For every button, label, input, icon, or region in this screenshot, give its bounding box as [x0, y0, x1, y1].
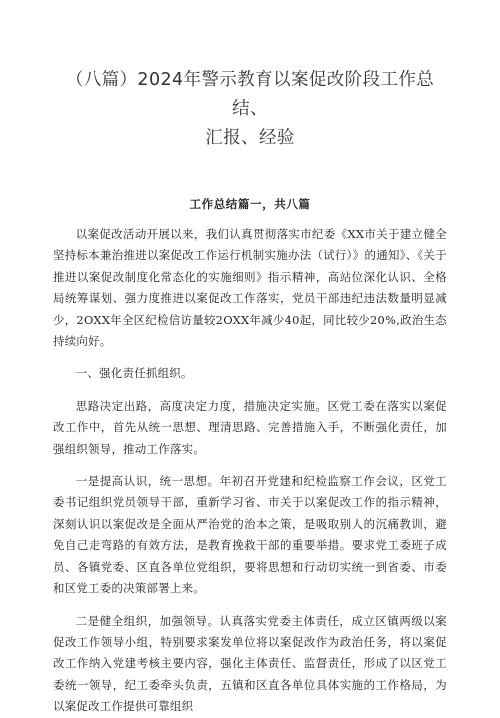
title-line-1: （八篇）2024年警示教育以案促改阶段工作总结、 — [65, 70, 435, 119]
document-title — [53, 0, 447, 153]
paragraph-2: 思路决定出路，高度决定力度，措施决定实施。区党工委在落实以案促改工作中，首先从统一思想、理清思路、完善措施入手，不断强化责任，加强组织领导，推动工作落实。 — [53, 398, 447, 456]
paragraph-3: 一是提高认识，统一思想。年初召开党建和纪检监察工作会议，区党工委书记组织党员领导干部，重新学习省、市关于以案促改工作的指示精神，深刻认识以案促改是全面从严治党的治本之策，是吸取别人的沉痛教训，避免自己走弯路的有效方法，是教育挽救干部的重要举措。要求党工委班子成员、各镇党委、区直各单位党组织，要将思想和行动切实统一到省委、市委和区党工委的决策部署上来。 — [53, 474, 447, 596]
paragraph-intro: 以案促改活动开展以来，我们认真贯彻落实市纪委《XX市关于建立健全坚持标本兼治推进以案促改工作运行机制实施办法（试行）》的通知》、《关于推进以案促改制度化常态化的实施细则》指示精神，高站位深化认识、全格局统筹谋划、强力度推进以案促改工作落实，党员干部违纪违法数量明显减少，2OXX年全区纪检信访量较2OXX年减少40起，同比较少20%,政治生态持续向好。 — [53, 227, 447, 349]
title-line-2: 汇报、经验 — [205, 128, 295, 148]
paragraph-heading-1: 一、强化责任抓组织。 — [75, 366, 193, 381]
paragraph-4: 二是健全组织，加强领导。认真落实党委主体责任，成立区镇两级以案促改工作领导小组，特别要求案发单位将以案促改作为政治任务，将以案促改工作纳入党建考核主要内容，强化主体责任、监督责任，形成了以区党工委统一领导，纪工委牵头负责，五镇和区直各单位具体实施的工作格局，为以案促改工作提供可靠组织 — [53, 613, 447, 714]
section-subtitle: 工作总结篇一，共八篇 — [189, 197, 311, 211]
